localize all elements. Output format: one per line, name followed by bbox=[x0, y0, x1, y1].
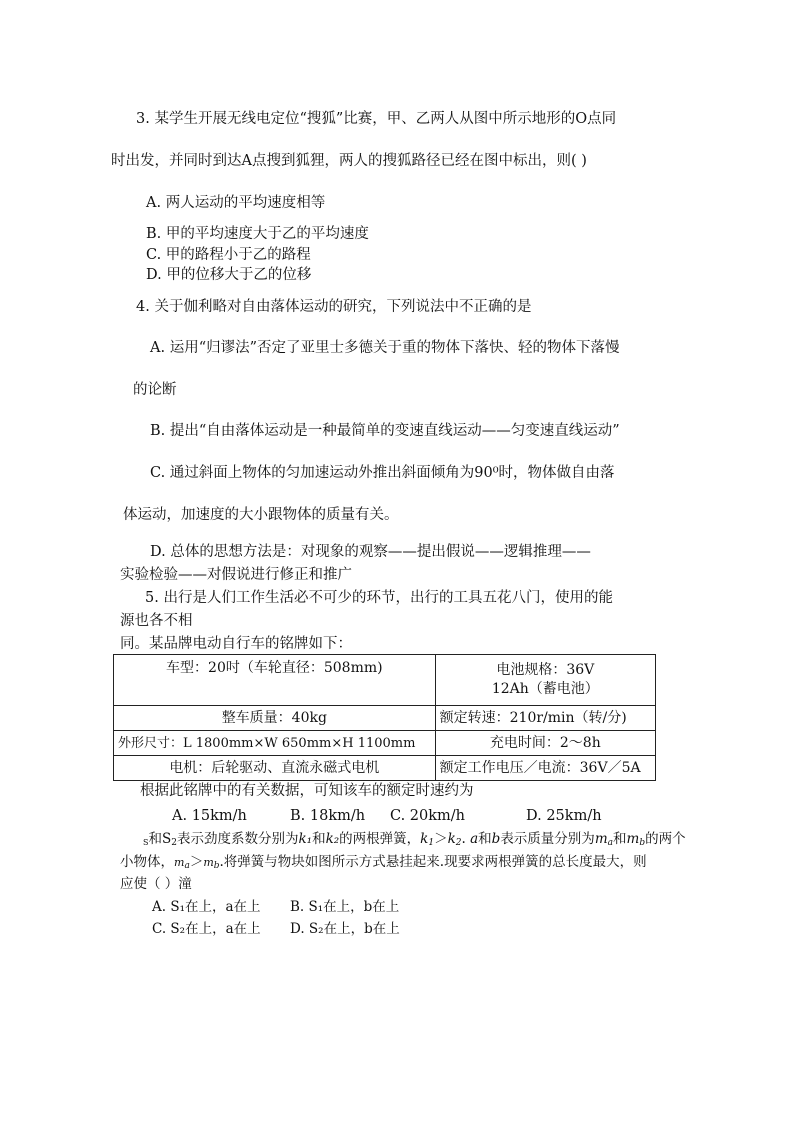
table-row bbox=[114, 756, 656, 781]
vehicle-mass-cell: 整车质量：40kg bbox=[114, 706, 436, 731]
q6-option-b: B. S₁在上，b在上 bbox=[290, 899, 400, 915]
q5-option-d: D. 25km/h bbox=[526, 808, 602, 824]
q6-option-c: C. S₂在上，a在上 bbox=[152, 921, 261, 937]
q4-option-d-line2: 实验检验——对假说进行修正和推广 bbox=[120, 567, 352, 583]
dimensions-cell: 外形尺寸：L 1800mm×W 650mm×H 1100mm bbox=[114, 731, 436, 756]
rated-voltage-current-cell: 额定工作电压／电流：36V／5A bbox=[435, 756, 655, 781]
nameplate-table bbox=[113, 654, 656, 781]
q3-line2: 时出发，并同时到达A点搜到狐狸，两人的搜狐路径已经在图中标出，则( ) bbox=[111, 153, 587, 169]
q4-option-c-line2: 体运动，加速度的大小跟物体的质量有关。 bbox=[123, 507, 399, 523]
q5-question: 根据此铭牌中的有关数据，可知该车的额定时速约为 bbox=[140, 783, 474, 799]
charge-time-cell: 充电时间：2～8h bbox=[435, 731, 655, 756]
q5-line1: 5. 出行是人们工作生活必不可少的环节，出行的工具五花八门，使用的能 bbox=[145, 590, 613, 606]
q3-option-a: A. 两人运动的平均速度相等 bbox=[146, 195, 326, 211]
q3-option-c: C. 甲的路程小于乙的路程 bbox=[146, 247, 311, 263]
q5-option-b: B. 18km/h bbox=[290, 808, 366, 824]
q5-option-c: C. 20km/h bbox=[390, 808, 466, 824]
q4-option-a-line1: A. 运用“归谬法”否定了亚里士多德关于重的物体下落快、轻的物体下落慢 bbox=[150, 340, 620, 356]
vehicle-model-cell: 车型：20吋（车轮直径：508mm) bbox=[114, 655, 436, 706]
q4-option-c-line1: C. 通过斜面上物体的匀加速运动外推出斜面倾角为90⁰时，物体做自由落 bbox=[150, 465, 615, 481]
q3-option-d: D. 甲的位移大于乙的位移 bbox=[146, 267, 312, 283]
rated-speed-cell: 额定转速：210r/min（转/分) bbox=[435, 706, 655, 731]
q4-option-d-line1: D. 总体的思想方法是：对现象的观察——提出假说——逻辑推理—— bbox=[150, 544, 591, 560]
q6-line1: $_S$和$S_2$表示劲度系数分别为k₁和k₂的两根弹簧，$k_1>k_2$. a和b表示质量分别为$m_a$和$m_b$的两个 bbox=[143, 831, 686, 848]
q6-option-a: A. S₁在上，a在上 bbox=[152, 899, 261, 915]
q6-line3: 应使（ ）潼 bbox=[120, 876, 192, 892]
battery-spec-line2: 12Ah（蓄电池） bbox=[491, 681, 599, 697]
q4-option-b: B. 提出“自由落体运动是一种最简单的变速直线运动——匀变速直线运动” bbox=[150, 423, 620, 439]
battery-spec-line1: 电池规格：36V bbox=[496, 662, 595, 678]
q4-option-a-line2: 的论断 bbox=[133, 382, 177, 398]
q3-option-b: B. 甲的平均速度大于乙的平均速度 bbox=[146, 226, 369, 242]
table-row bbox=[114, 706, 656, 731]
battery-spec-cell bbox=[435, 655, 655, 706]
table-row bbox=[114, 731, 656, 756]
motor-cell: 电机：后轮驱动、直流永磁式电机 bbox=[114, 756, 436, 781]
q4-stem: 4. 关于伽利略对自由落体运动的研究，下列说法中不正确的是 bbox=[136, 299, 532, 315]
q6-line2: 小物体，$m_a>m_b$.将弹簧与物块如图所示方式悬挂起来.现要求两根弹簧的总长度最大，则 bbox=[120, 854, 647, 871]
q5-option-a: A. 15km/h bbox=[172, 808, 247, 824]
q6-option-d: D. S₂在上，b在上 bbox=[290, 921, 400, 937]
q5-line2: 源也各不相 bbox=[120, 613, 193, 629]
q5-line3: 同。某品牌电动自行车的铭牌如下： bbox=[120, 636, 352, 652]
q3-line1: 3. 某学生开展无线电定位“搜狐”比赛，甲、乙两人从图中所示地形的O点同 bbox=[136, 111, 617, 127]
table-row bbox=[114, 655, 656, 706]
